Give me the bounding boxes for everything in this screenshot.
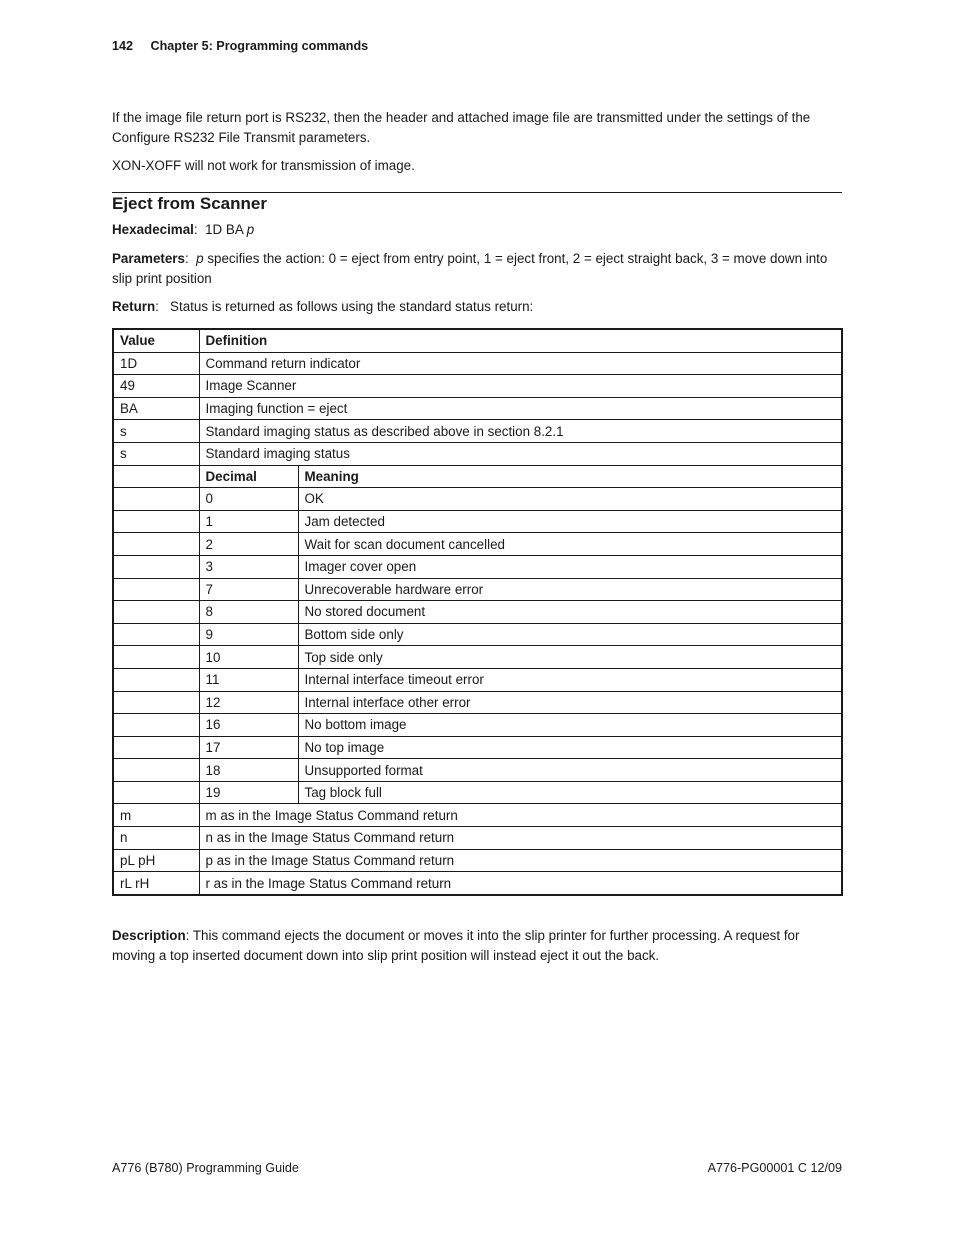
decimal-cell: 0: [199, 488, 298, 511]
decimal-cell: 8: [199, 601, 298, 624]
definition-cell: r as in the Image Status Command return: [199, 872, 842, 895]
status-row: [113, 646, 842, 669]
status-row: [113, 668, 842, 691]
meaning-cell: Unsupported format: [298, 759, 842, 782]
page-header: [112, 39, 368, 53]
decimal-cell: 7: [199, 578, 298, 601]
status-row: [113, 488, 842, 511]
meaning-cell: No top image: [298, 736, 842, 759]
value-cell: BA: [113, 397, 199, 420]
definition-cell: Standard imaging status: [199, 442, 842, 465]
table-row: [113, 397, 842, 420]
meaning-cell: No bottom image: [298, 714, 842, 737]
definition-cell: Imaging function = eject: [199, 397, 842, 420]
definition-cell: m as in the Image Status Command return: [199, 804, 842, 827]
empty-cell: [113, 555, 199, 578]
table-row: [113, 375, 842, 398]
empty-cell: [113, 465, 199, 488]
table-row: [113, 420, 842, 443]
parameters-label: Parameters: [112, 251, 185, 266]
table-row: [113, 352, 842, 375]
value-cell: pL pH: [113, 849, 199, 872]
empty-cell: [113, 691, 199, 714]
hexadecimal-line: Hexadecimal: 1D BA p: [112, 222, 255, 237]
status-row: [113, 736, 842, 759]
status-row: [113, 555, 842, 578]
meaning-cell: Jam detected: [298, 510, 842, 533]
empty-cell: [113, 646, 199, 669]
intro-paragraph-2: XON-XOFF will not work for transmission of image.: [112, 158, 415, 173]
meaning-cell: Internal interface other error: [298, 691, 842, 714]
empty-cell: [113, 736, 199, 759]
parameters-var: p: [196, 251, 204, 266]
value-cell: n: [113, 827, 199, 850]
description-text: : This command ejects the document or moves it into the slip printer for further processing. A request for moving a top inserted document down into slip print position will instead eject it out the back.: [112, 928, 800, 963]
definition-cell: Image Scanner: [199, 375, 842, 398]
hexadecimal-label: Hexadecimal: [112, 222, 194, 237]
status-row: [113, 781, 842, 804]
decimal-cell: 11: [199, 668, 298, 691]
empty-cell: [113, 578, 199, 601]
decimal-cell: 12: [199, 691, 298, 714]
decimal-cell: 19: [199, 781, 298, 804]
status-row: [113, 623, 842, 646]
chapter-title: Chapter 5: Programming commands: [150, 39, 369, 53]
description-label: Description: [112, 928, 186, 943]
return-label: Return: [112, 299, 156, 314]
empty-cell: [113, 488, 199, 511]
definition-cell: p as in the Image Status Command return: [199, 849, 842, 872]
table-row: [113, 804, 842, 827]
status-row: [113, 691, 842, 714]
table-row: [113, 442, 842, 465]
hexadecimal-param: p: [246, 222, 255, 237]
decimal-cell: 10: [199, 646, 298, 669]
section-divider: [112, 192, 842, 193]
footer-guide-title: A776 (B780) Programming Guide: [112, 1161, 299, 1175]
empty-cell: [113, 510, 199, 533]
decimal-cell: 1: [199, 510, 298, 533]
header-value: Value: [113, 329, 199, 352]
meaning-cell: Unrecoverable hardware error: [298, 578, 842, 601]
status-table: [112, 328, 843, 896]
empty-cell: [113, 533, 199, 556]
status-row: [113, 714, 842, 737]
empty-cell: [113, 601, 199, 624]
table-row: [113, 849, 842, 872]
parameters-paragraph: Parameters: p specifies the action: 0 = eject from entry point, 1 = eject front, 2 = eject straight back, 3 = move down into slip print position: [112, 251, 828, 286]
value-cell: s: [113, 420, 199, 443]
empty-cell: [113, 781, 199, 804]
definition-cell: n as in the Image Status Command return: [199, 827, 842, 850]
meaning-cell: No stored document: [298, 601, 842, 624]
definition-cell: Standard imaging status as described above in section 8.2.1: [199, 420, 842, 443]
return-line: Return: Status is returned as follows using the standard status return:: [112, 299, 534, 314]
section-title: Eject from Scanner: [112, 194, 267, 213]
meaning-cell: Tag block full: [298, 781, 842, 804]
intro-paragraph-1: If the image file return port is RS232, then the header and attached image file are transmitted under the settings of the Configure RS232 File Transmit parameters.: [112, 110, 811, 145]
empty-cell: [113, 623, 199, 646]
meaning-cell: Top side only: [298, 646, 842, 669]
table-header-row: [113, 329, 842, 352]
decimal-cell: 9: [199, 623, 298, 646]
subheader-meaning: Meaning: [298, 465, 842, 488]
value-cell: rL rH: [113, 872, 199, 895]
subheader-decimal: Decimal: [199, 465, 298, 488]
value-cell: 1D: [113, 352, 199, 375]
status-row: [113, 510, 842, 533]
decimal-cell: 17: [199, 736, 298, 759]
return-text: Status is returned as follows using the standard status return:: [170, 299, 534, 314]
status-row: [113, 533, 842, 556]
header-definition: Definition: [199, 329, 842, 352]
meaning-cell: OK: [298, 488, 842, 511]
empty-cell: [113, 668, 199, 691]
description-paragraph: [112, 926, 844, 966]
decimal-cell: 3: [199, 555, 298, 578]
decimal-cell: 18: [199, 759, 298, 782]
status-row: [113, 759, 842, 782]
value-cell: s: [113, 442, 199, 465]
hexadecimal-value: 1D BA: [205, 222, 247, 237]
table-row: [113, 827, 842, 850]
table-row: [113, 872, 842, 895]
decimal-cell: 16: [199, 714, 298, 737]
definition-cell: Command return indicator: [199, 352, 842, 375]
value-cell: 49: [113, 375, 199, 398]
meaning-cell: Bottom side only: [298, 623, 842, 646]
decimal-cell: 2: [199, 533, 298, 556]
status-row: [113, 578, 842, 601]
parameters-text: specifies the action: 0 = eject from entry point, 1 = eject front, 2 = eject straight back, 3 = move down into slip print position: [112, 251, 828, 286]
meaning-cell: Imager cover open: [298, 555, 842, 578]
empty-cell: [113, 714, 199, 737]
status-subheader-row: [113, 465, 842, 488]
value-cell: m: [113, 804, 199, 827]
page-number: 142: [112, 39, 134, 53]
meaning-cell: Wait for scan document cancelled: [298, 533, 842, 556]
meaning-cell: Internal interface timeout error: [298, 668, 842, 691]
empty-cell: [113, 759, 199, 782]
footer-doc-id: A776-PG00001 C 12/09: [707, 1161, 842, 1175]
status-row: [113, 601, 842, 624]
